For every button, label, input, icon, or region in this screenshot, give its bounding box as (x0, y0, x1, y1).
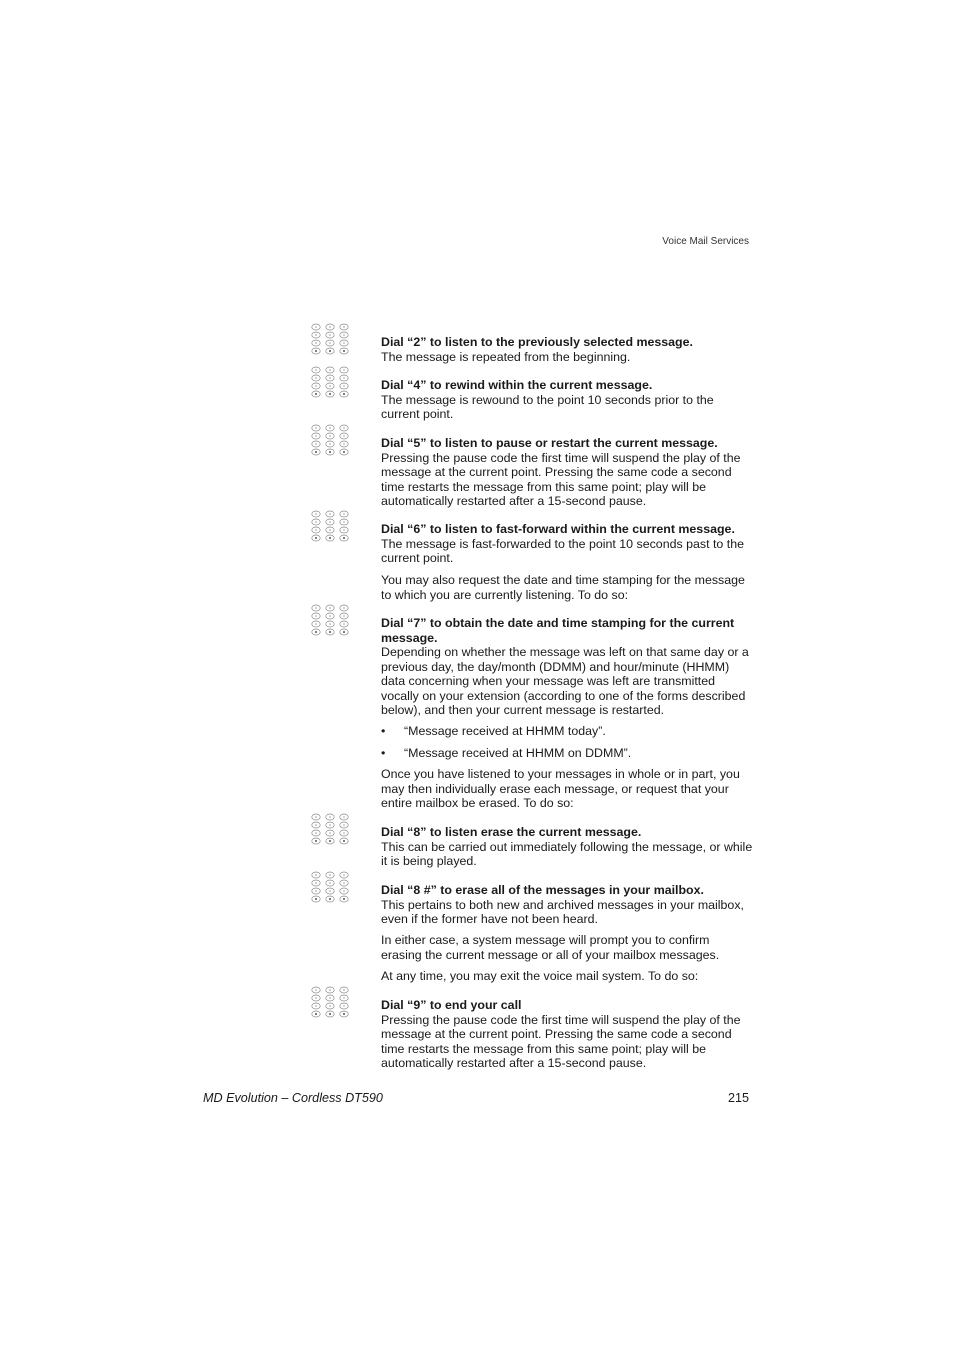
keypad-icon (311, 424, 351, 456)
bullet-item (381, 724, 753, 739)
step-title: Dial “6” to listen to fast-forward within the current message. (381, 522, 735, 536)
step-title: Dial “4” to rewind within the current message. (381, 378, 653, 392)
footer-page-number: 215 (727, 1091, 749, 1105)
keypad-icon (311, 323, 351, 355)
footer-product: MD Evolution – Cordless DT590 (203, 1091, 383, 1105)
step-title: Dial “2” to listen to the previously selected message. (381, 335, 693, 349)
confirm-note: In either case, a system message will prompt you to confirm erasing the current message or all of your mailbox messages. (381, 933, 720, 962)
keypad-icon (311, 986, 351, 1018)
step-description: The message is repeated from the beginning. (381, 349, 631, 364)
keypad-icon (311, 510, 351, 542)
bullet-icon: • (381, 746, 386, 760)
step-dial-5 (381, 436, 753, 509)
step-title: Dial “8” to listen erase the current message. (381, 825, 642, 839)
keypad-icon (311, 871, 351, 903)
step-description: Pressing the pause code the first time will suspend the play of the message at the current point. Pressing the same code a second time restarts the message from this same point; play will be automatically restarted after a 15-second pause. (381, 1012, 741, 1070)
step-title: Dial “7” to obtain the date and time stamping for the current message. (381, 616, 735, 645)
step-dial-4 (381, 378, 753, 422)
step-title: Dial “5” to listen to pause or restart the current message. (381, 436, 718, 450)
step-dial-7 (381, 616, 753, 718)
step-dial-2 (381, 335, 753, 364)
keypad-icon (311, 366, 351, 398)
step-dial-8 (381, 825, 753, 869)
step-description: This can be carried out immediately following the message, or while it is being played. (381, 839, 753, 868)
exit-intro: At any time, you may exit the voice mail system. To do so: (381, 969, 699, 983)
step-dial-6 (381, 522, 753, 566)
step-description: Depending on whether the message was left on that same day or a previous day, the day/month (DDMM) and hour/minute (HHMM) data concerning when your message was left are transmitted vocally on your extension (according to one of the forms described below), and then your current message is restarted. (381, 645, 749, 717)
step-title: Dial “8 #” to erase all of the messages in your mailbox. (381, 883, 704, 897)
keypad-icon (311, 813, 351, 845)
bullet-text: “Message received at HHMM today”. (404, 724, 606, 738)
step-description: The message is rewound to the point 10 seconds prior to the current point. (381, 392, 714, 421)
keypad-icon (311, 604, 351, 636)
date-time-intro: You may also request the date and time stamping for the message to which you are currently listening. To do so: (381, 573, 745, 602)
step-dial-9 (381, 998, 753, 1071)
running-header: Voice Mail Services (662, 236, 749, 247)
erase-intro: Once you have listened to your messages in whole or in part, you may then individually erase each message, or request that your entire mailbox be erased. To do so: (381, 767, 740, 810)
bullet-text: “Message received at HHMM on DDMM”. (404, 746, 632, 760)
step-description: The message is fast-forwarded to the point 10 seconds past to the current point. (381, 536, 744, 565)
step-description: This pertains to both new and archived messages in your mailbox, even if the former have not been heard. (381, 897, 744, 926)
bullet-icon: • (381, 724, 386, 738)
bullet-item (381, 746, 753, 761)
step-description: Pressing the pause code the first time will suspend the play of the message at the current point. Pressing the same code a second time restarts the message from this same point; play will be automatically restarted after a 15-second pause. (381, 450, 741, 508)
step-title: Dial “9” to end your call (381, 998, 522, 1012)
step-dial-8-hash (381, 883, 753, 927)
